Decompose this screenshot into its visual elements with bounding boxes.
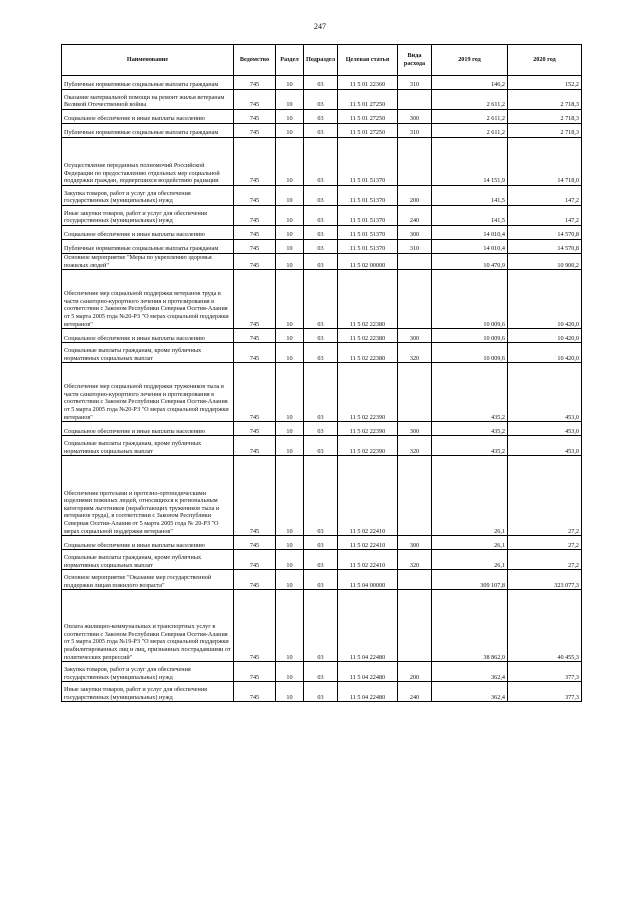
cell-vid — [398, 138, 432, 186]
cell-raz: 10 — [276, 240, 304, 254]
cell-vid: 300 — [398, 422, 432, 436]
cell-name: Социальное обеспечение и иные выплаты населению — [62, 536, 234, 550]
cell-raz: 10 — [276, 76, 304, 90]
cell-pod: 03 — [304, 226, 338, 240]
cell-name: Осуществление переданных полномочий Российской Федерации по предоставлению отдельных мер социальной поддержки граждан, подвергшихся воздействию радиации — [62, 138, 234, 186]
cell-pod: 03 — [304, 110, 338, 124]
cell-vid: 320 — [398, 550, 432, 570]
cell-name: Основное мероприятие "Меры по укреплению здоровья пожилых людей" — [62, 254, 234, 270]
cell-y2019: 146,2 — [432, 76, 508, 90]
table-row — [62, 343, 582, 363]
cell-y2020: 14 718,0 — [508, 138, 582, 186]
cell-raz: 10 — [276, 226, 304, 240]
cell-y2020: 10 420,0 — [508, 343, 582, 363]
cell-y2019: 10 009,6 — [432, 329, 508, 343]
header-podrazdel: Подраздел — [304, 45, 338, 76]
cell-ved: 745 — [234, 110, 276, 124]
table-row — [62, 662, 582, 682]
cell-raz: 10 — [276, 90, 304, 110]
cell-pod: 03 — [304, 76, 338, 90]
cell-cs: 11 5 04 22480 — [338, 590, 398, 662]
cell-cs: 11 5 01 51370 — [338, 138, 398, 186]
cell-cs: 11 5 01 51370 — [338, 186, 398, 206]
cell-cs: 11 5 01 51370 — [338, 240, 398, 254]
cell-raz: 10 — [276, 206, 304, 226]
cell-ved: 745 — [234, 682, 276, 702]
cell-y2019: 435,2 — [432, 422, 508, 436]
cell-pod: 03 — [304, 90, 338, 110]
cell-name: Социальные выплаты гражданам, кроме публичных нормативных социальных выплат — [62, 436, 234, 456]
cell-cs: 11 5 02 22410 — [338, 550, 398, 570]
cell-name: Обеспечение мер социальной поддержки тружеников тыла в части санаторно-курортного лечения и протезирования в соответствии с Законом Республики Северная Осетия-Алания от 5 марта 2005 года №20-РЗ "О мерах социальной поддержки ветеранов" — [62, 363, 234, 422]
cell-vid: 310 — [398, 76, 432, 90]
cell-raz: 10 — [276, 550, 304, 570]
cell-ved: 745 — [234, 343, 276, 363]
header-cs: Целевая статья — [338, 45, 398, 76]
table-row — [62, 186, 582, 206]
cell-y2019: 14 151,9 — [432, 138, 508, 186]
cell-pod: 03 — [304, 186, 338, 206]
cell-cs: 11 5 02 22390 — [338, 422, 398, 436]
cell-name: Оказание материальной помощи на ремонт жилья ветеранам Великой Отечественной войны — [62, 90, 234, 110]
cell-ved: 745 — [234, 206, 276, 226]
cell-ved: 745 — [234, 662, 276, 682]
cell-ved: 745 — [234, 90, 276, 110]
cell-y2020: 27,2 — [508, 456, 582, 536]
table-row — [62, 456, 582, 536]
cell-name: Публичные нормативные социальные выплаты гражданам — [62, 76, 234, 90]
cell-vid: 320 — [398, 436, 432, 456]
cell-y2019: 38 862,0 — [432, 590, 508, 662]
cell-raz: 10 — [276, 138, 304, 186]
header-vid: Вида расхода — [398, 45, 432, 76]
cell-name: Социальное обеспечение и иные выплаты населению — [62, 329, 234, 343]
cell-pod: 03 — [304, 456, 338, 536]
cell-y2020: 377,3 — [508, 662, 582, 682]
cell-raz: 10 — [276, 363, 304, 422]
cell-y2019: 14 010,4 — [432, 240, 508, 254]
cell-y2019: 435,2 — [432, 436, 508, 456]
cell-raz: 10 — [276, 456, 304, 536]
cell-y2020: 147,2 — [508, 186, 582, 206]
cell-y2019: 14 010,4 — [432, 226, 508, 240]
cell-vid — [398, 590, 432, 662]
cell-ved: 745 — [234, 436, 276, 456]
budget-table — [61, 44, 582, 702]
table-header-row — [62, 45, 582, 76]
cell-name: Социальное обеспечение и иные выплаты населению — [62, 422, 234, 436]
cell-y2020: 453,0 — [508, 363, 582, 422]
cell-pod: 03 — [304, 590, 338, 662]
header-2019: 2019 год — [432, 45, 508, 76]
cell-pod: 03 — [304, 206, 338, 226]
cell-name: Социальное обеспечение и иные выплаты населению — [62, 110, 234, 124]
cell-cs: 11 5 02 22410 — [338, 456, 398, 536]
cell-pod: 03 — [304, 570, 338, 590]
cell-raz: 10 — [276, 270, 304, 329]
cell-vid: 310 — [398, 124, 432, 138]
cell-pod: 03 — [304, 254, 338, 270]
cell-cs: 11 5 02 22380 — [338, 329, 398, 343]
cell-cs: 11 5 02 22410 — [338, 536, 398, 550]
cell-ved: 745 — [234, 270, 276, 329]
cell-pod: 03 — [304, 124, 338, 138]
table-row — [62, 206, 582, 226]
header-ved: Ведомство — [234, 45, 276, 76]
cell-y2020: 14 570,8 — [508, 226, 582, 240]
cell-y2020: 2 718,3 — [508, 110, 582, 124]
cell-name: Социальное обеспечение и иные выплаты населению — [62, 226, 234, 240]
cell-vid: 240 — [398, 206, 432, 226]
table-row — [62, 110, 582, 124]
cell-y2019: 309 107,8 — [432, 570, 508, 590]
cell-vid: 300 — [398, 226, 432, 240]
header-name: Наименование — [62, 45, 234, 76]
table-row — [62, 363, 582, 422]
cell-cs: 11 5 01 51370 — [338, 226, 398, 240]
cell-y2020: 27,2 — [508, 550, 582, 570]
cell-raz: 10 — [276, 422, 304, 436]
cell-vid: 200 — [398, 662, 432, 682]
cell-ved: 745 — [234, 240, 276, 254]
cell-cs: 11 5 04 22480 — [338, 662, 398, 682]
cell-pod: 03 — [304, 662, 338, 682]
cell-name: Публичные нормативные социальные выплаты гражданам — [62, 124, 234, 138]
cell-cs: 11 5 02 22390 — [338, 363, 398, 422]
cell-name: Публичные нормативные социальные выплаты гражданам — [62, 240, 234, 254]
cell-cs: 11 5 01 27250 — [338, 124, 398, 138]
cell-pod: 03 — [304, 240, 338, 254]
table-row — [62, 254, 582, 270]
page-number: 247 — [314, 22, 326, 31]
table-row — [62, 90, 582, 110]
cell-pod: 03 — [304, 682, 338, 702]
cell-pod: 03 — [304, 422, 338, 436]
cell-y2020: 453,0 — [508, 422, 582, 436]
table-row — [62, 682, 582, 702]
cell-vid: 300 — [398, 536, 432, 550]
cell-vid: 200 — [398, 186, 432, 206]
cell-y2020: 323 077,3 — [508, 570, 582, 590]
cell-ved: 745 — [234, 76, 276, 90]
cell-raz: 10 — [276, 110, 304, 124]
cell-name: Обеспечение протезами и протезно-ортопедическими изделиями пожилых людей, относящихся к региональным категориям льготников (неработающих тружеников тыла и ветеранов труда), в соответствии с Законом Республики Северная Осетия-Алания от 5 марта 2005 года № 20-РЗ "О мерах социальной поддержки ветеранов" — [62, 456, 234, 536]
cell-y2020: 10 420,0 — [508, 329, 582, 343]
cell-vid: 240 — [398, 682, 432, 702]
table-row — [62, 226, 582, 240]
cell-cs: 11 5 02 22380 — [338, 270, 398, 329]
table-row — [62, 590, 582, 662]
cell-y2019: 10 009,6 — [432, 343, 508, 363]
cell-raz: 10 — [276, 343, 304, 363]
cell-raz: 10 — [276, 436, 304, 456]
cell-y2019: 362,4 — [432, 682, 508, 702]
cell-name: Обеспечение мер социальной поддержки ветеранов труда в части санаторно-курортного лечения и протезирования в соответствии с Законом Республики Северная Осетия-Алания от 5 марта 2005 года №20-РЗ "О мерах социальной поддержки ветеранов" — [62, 270, 234, 329]
cell-ved: 745 — [234, 363, 276, 422]
cell-raz: 10 — [276, 570, 304, 590]
cell-y2020: 2 718,3 — [508, 124, 582, 138]
cell-y2020: 14 570,8 — [508, 240, 582, 254]
cell-y2020: 377,3 — [508, 682, 582, 702]
cell-cs: 11 5 02 22390 — [338, 436, 398, 456]
cell-cs: 11 5 01 51370 — [338, 206, 398, 226]
cell-y2019: 10 009,6 — [432, 270, 508, 329]
cell-y2020: 152,2 — [508, 76, 582, 90]
cell-vid — [398, 254, 432, 270]
table-row — [62, 124, 582, 138]
cell-y2019: 26,1 — [432, 550, 508, 570]
cell-y2020: 40 455,3 — [508, 590, 582, 662]
cell-pod: 03 — [304, 436, 338, 456]
cell-ved: 745 — [234, 550, 276, 570]
table-row — [62, 329, 582, 343]
cell-raz: 10 — [276, 590, 304, 662]
cell-y2019: 141,5 — [432, 206, 508, 226]
cell-name: Основное мероприятие "Оказание мер государственной поддержки лицам пожилого возраста" — [62, 570, 234, 590]
cell-name: Иные закупки товаров, работ и услуг для обеспечения государственных (муниципальных) нужд — [62, 682, 234, 702]
cell-y2019: 141,5 — [432, 186, 508, 206]
cell-pod: 03 — [304, 363, 338, 422]
cell-y2020: 10 900,2 — [508, 254, 582, 270]
table-row — [62, 240, 582, 254]
cell-ved: 745 — [234, 422, 276, 436]
table-row — [62, 422, 582, 436]
cell-name: Иные закупки товаров, работ и услуг для обеспечения государственных (муниципальных) нужд — [62, 206, 234, 226]
cell-ved: 745 — [234, 536, 276, 550]
cell-ved: 745 — [234, 138, 276, 186]
cell-cs: 11 5 01 27250 — [338, 110, 398, 124]
cell-y2019: 26,1 — [432, 536, 508, 550]
cell-vid — [398, 570, 432, 590]
cell-ved: 745 — [234, 456, 276, 536]
cell-ved: 745 — [234, 329, 276, 343]
table-row — [62, 550, 582, 570]
cell-cs: 11 5 02 00000 — [338, 254, 398, 270]
cell-ved: 745 — [234, 124, 276, 138]
cell-name: Оплата жилищно-коммунальных и транспортных услуг в соответствии с Законом Республики Северная Осетия-Алания от 5 марта 2005 года №19-РЗ "О мерах социальной поддержки реабилитированных лиц и лиц, признанных пострадавшими от политических репрессий" — [62, 590, 234, 662]
cell-pod: 03 — [304, 138, 338, 186]
cell-name: Закупка товаров, работ и услуг для обеспечения государственных (муниципальных) нужд — [62, 662, 234, 682]
cell-raz: 10 — [276, 186, 304, 206]
table-row — [62, 570, 582, 590]
table-row — [62, 436, 582, 456]
cell-raz: 10 — [276, 124, 304, 138]
cell-y2019: 2 611,2 — [432, 90, 508, 110]
cell-raz: 10 — [276, 254, 304, 270]
cell-y2020: 27,2 — [508, 536, 582, 550]
cell-y2020: 147,2 — [508, 206, 582, 226]
cell-vid — [398, 270, 432, 329]
cell-pod: 03 — [304, 536, 338, 550]
cell-y2020: 10 420,0 — [508, 270, 582, 329]
table-row — [62, 138, 582, 186]
cell-pod: 03 — [304, 343, 338, 363]
cell-vid — [398, 456, 432, 536]
cell-raz: 10 — [276, 682, 304, 702]
cell-y2019: 26,1 — [432, 456, 508, 536]
table-row — [62, 536, 582, 550]
cell-y2019: 10 470,9 — [432, 254, 508, 270]
cell-raz: 10 — [276, 662, 304, 682]
cell-raz: 10 — [276, 329, 304, 343]
cell-cs: 11 5 04 22480 — [338, 682, 398, 702]
cell-vid — [398, 90, 432, 110]
cell-ved: 745 — [234, 590, 276, 662]
header-2020: 2020 год — [508, 45, 582, 76]
cell-raz: 10 — [276, 536, 304, 550]
cell-y2019: 2 611,2 — [432, 110, 508, 124]
table-row — [62, 270, 582, 329]
cell-ved: 745 — [234, 226, 276, 240]
cell-name: Закупка товаров, работ и услуг для обеспечения государственных (муниципальных) нужд — [62, 186, 234, 206]
cell-cs: 11 5 01 22360 — [338, 76, 398, 90]
cell-y2019: 362,4 — [432, 662, 508, 682]
cell-ved: 745 — [234, 570, 276, 590]
cell-y2020: 2 718,3 — [508, 90, 582, 110]
cell-name: Социальные выплаты гражданам, кроме публичных нормативных социальных выплат — [62, 550, 234, 570]
header-razdel: Раздел — [276, 45, 304, 76]
cell-vid: 300 — [398, 110, 432, 124]
cell-cs: 11 5 04 00000 — [338, 570, 398, 590]
cell-vid: 300 — [398, 329, 432, 343]
cell-vid: 310 — [398, 240, 432, 254]
table-row — [62, 76, 582, 90]
cell-name: Социальные выплаты гражданам, кроме публичных нормативных социальных выплат — [62, 343, 234, 363]
cell-ved: 745 — [234, 254, 276, 270]
cell-y2020: 453,0 — [508, 436, 582, 456]
cell-y2019: 2 611,2 — [432, 124, 508, 138]
cell-pod: 03 — [304, 329, 338, 343]
cell-y2019: 435,2 — [432, 363, 508, 422]
cell-vid — [398, 363, 432, 422]
cell-cs: 11 5 01 27250 — [338, 90, 398, 110]
cell-vid: 320 — [398, 343, 432, 363]
cell-cs: 11 5 02 22380 — [338, 343, 398, 363]
cell-ved: 745 — [234, 186, 276, 206]
cell-pod: 03 — [304, 270, 338, 329]
cell-pod: 03 — [304, 550, 338, 570]
